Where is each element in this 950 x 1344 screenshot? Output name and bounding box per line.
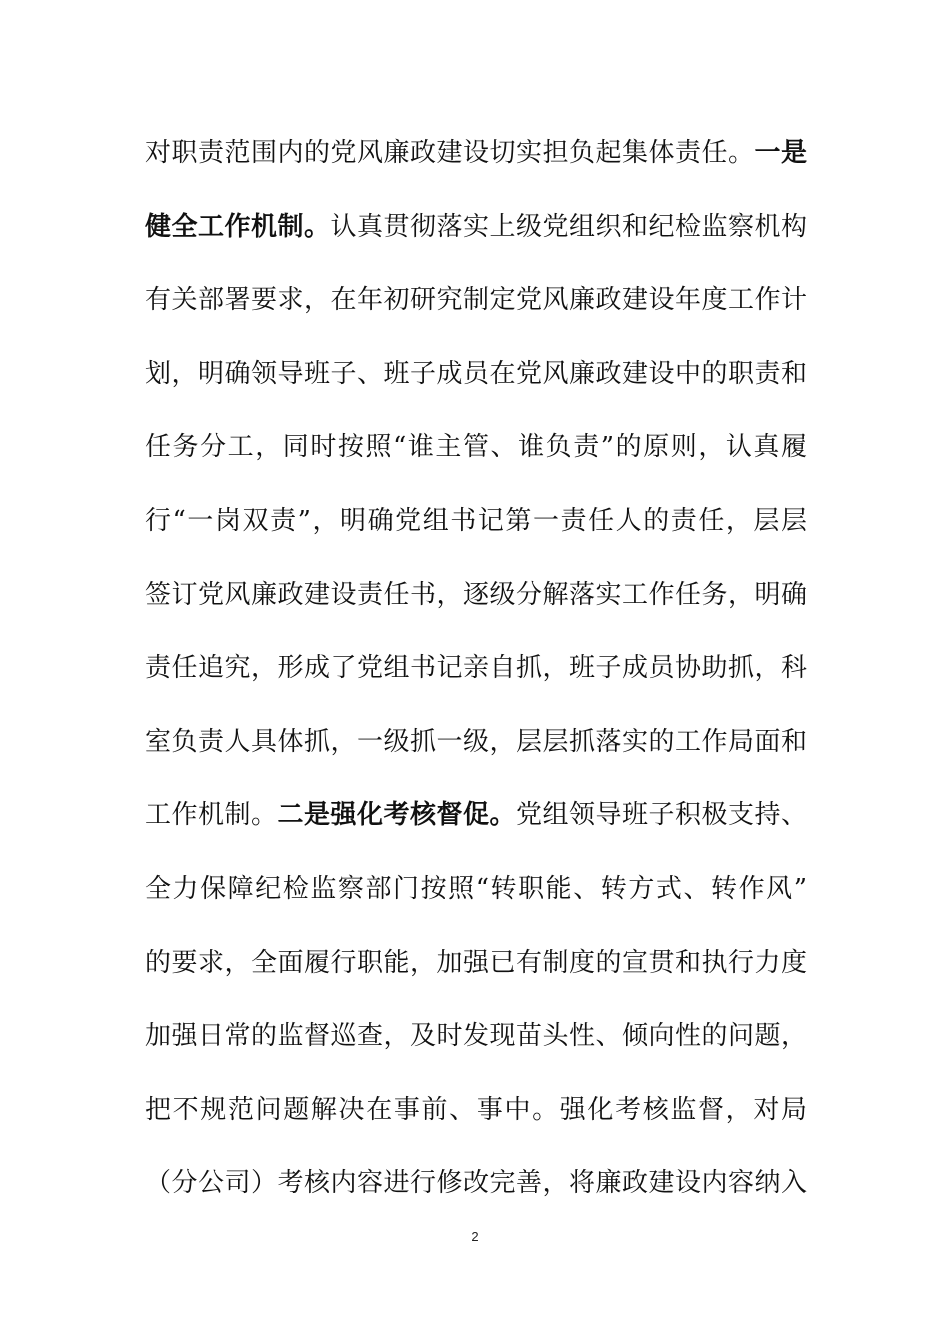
text-line [145,1156,807,1230]
text-segment: 工作机制。 [145,800,278,831]
text-segment: 加强日常的监督巡查，及时发现苗头性、倾向性的问题， [145,1021,807,1052]
text-segment: （分公司）考核内容进行修改完善，将廉政建设内容纳入 [145,1168,807,1199]
text-line [145,126,807,200]
text-segment: 责任追究，形成了党组书记亲自抓，班子成员协助抓，科 [145,653,807,684]
text-line [145,347,807,421]
text-line [145,420,807,494]
body-text [145,126,807,1230]
text-line [145,715,807,789]
text-segment: 签订党风廉政建设责任书，逐级分解落实工作任务，明确 [145,579,807,610]
text-line [145,1009,807,1083]
text-line [145,788,807,862]
bold-text-segment: 一是 [754,138,807,168]
text-line [145,641,807,715]
text-segment: 室负责人具体抓，一级抓一级，层层抓落实的工作局面和 [145,726,807,757]
text-line [145,568,807,642]
text-line [145,273,807,347]
text-line [145,936,807,1010]
text-segment: 党组领导班子积极支持、 [515,800,807,831]
bold-text-segment: 健全工作机制。 [145,211,331,242]
text-line [145,862,807,936]
text-segment: 全力保障纪检监察部门按照“转职能、转方式、转作风” [145,873,807,904]
text-segment: 行“一岗双责”，明确党组书记第一责任人的责任，层层 [145,505,807,536]
text-segment: 划，明确领导班子、班子成员在党风廉政建设中的职责和 [145,358,807,389]
text-line [145,494,807,568]
text-segment: 任务分工，同时按照“谁主管、谁负责”的原则，认真履 [145,432,807,463]
bold-text-segment: 二是强化考核督促。 [277,800,516,831]
text-segment: 认真贯彻落实上级党组织和纪检监察机构 [330,211,807,242]
page-number: 2 [471,1229,479,1244]
text-line [145,1083,807,1157]
text-line [145,200,807,274]
text-segment: 有关部署要求，在年初研究制定党风廉政建设年度工作计 [145,285,807,316]
text-segment: 把不规范问题解决在事前、事中。强化考核监督，对局 [145,1094,807,1125]
text-segment: 的要求，全面履行职能，加强已有制度的宣贯和执行力度 [145,947,807,978]
text-segment: 对职责范围内的党风廉政建设切实担负起集体责任。 [145,138,755,168]
